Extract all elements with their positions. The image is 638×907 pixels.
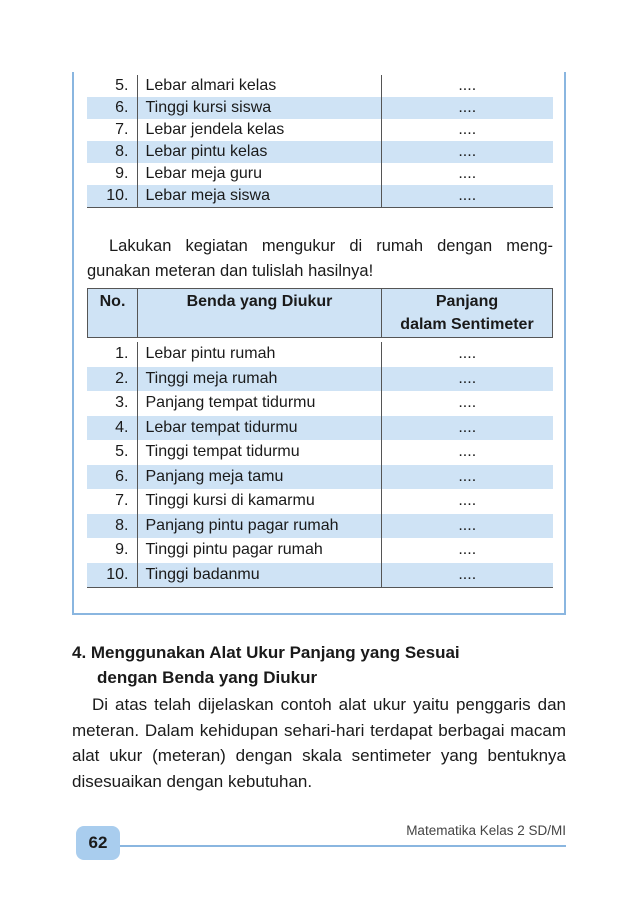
column-header-length bbox=[382, 289, 552, 338]
table-row bbox=[87, 563, 553, 588]
row-number: 2. bbox=[87, 367, 137, 392]
row-value: .... bbox=[381, 465, 553, 490]
measurement-table-home bbox=[87, 342, 553, 588]
row-value: .... bbox=[458, 77, 477, 94]
row-item: Lebar tempat tidurmu bbox=[137, 416, 381, 441]
table-row bbox=[87, 97, 553, 119]
table-header bbox=[87, 288, 553, 338]
row-item: Tinggi badanmu bbox=[137, 563, 381, 588]
row-number: 5. bbox=[87, 75, 137, 97]
row-item: Tinggi meja rumah bbox=[137, 367, 381, 392]
row-number: 6. bbox=[87, 465, 137, 490]
measurement-table-classroom bbox=[87, 75, 553, 208]
table-row bbox=[87, 141, 553, 163]
row-number: 9. bbox=[87, 163, 137, 185]
row-number: 10. bbox=[87, 185, 137, 208]
table-row bbox=[87, 514, 553, 539]
row-value: .... bbox=[381, 416, 553, 441]
running-footer-title: Matematika Kelas 2 SD/MI bbox=[406, 823, 566, 838]
row-item: Lebar meja siswa bbox=[137, 185, 381, 208]
table-row bbox=[87, 367, 553, 392]
row-value: .... bbox=[458, 541, 477, 558]
column-header-no: No. bbox=[88, 289, 138, 337]
section-heading-line2: dengan Benda yang Diukur bbox=[97, 668, 318, 687]
row-item: Tinggi pintu pagar rumah bbox=[137, 538, 381, 563]
table-row bbox=[87, 119, 553, 141]
table-row bbox=[87, 489, 553, 514]
row-item: Lebar meja guru bbox=[137, 163, 381, 185]
row-item: Tinggi kursi siswa bbox=[137, 97, 381, 119]
row-item: Lebar almari kelas bbox=[137, 75, 381, 97]
row-value: .... bbox=[458, 165, 477, 182]
column-header-length-line2: dalam Sentimeter bbox=[400, 316, 534, 333]
row-item: Panjang meja tamu bbox=[137, 465, 381, 490]
column-header-item: Benda yang Diukur bbox=[138, 289, 382, 337]
row-item: Panjang tempat tidurmu bbox=[137, 391, 381, 416]
row-value: .... bbox=[458, 492, 477, 509]
section-body-text: Di atas telah dijelaskan contoh alat ukur yaitu penggaris dan meteran. Dalam kehidupan sehari-hari terdapat berbagai macam alat ukur (meteran) dengan skala sentimeter yang bentuknya disesuaikan dengan kebutuhan. bbox=[72, 695, 566, 791]
column-header-length-line1: Panjang bbox=[435, 293, 499, 310]
table-row bbox=[87, 538, 553, 563]
table-row bbox=[87, 342, 553, 367]
row-item: Tinggi tempat tidurmu bbox=[137, 440, 381, 465]
row-value: .... bbox=[381, 514, 553, 539]
row-value: .... bbox=[458, 121, 477, 138]
row-value: .... bbox=[381, 185, 553, 208]
row-number: 9. bbox=[87, 538, 137, 563]
row-number: 6. bbox=[87, 97, 137, 119]
table-row bbox=[87, 185, 553, 208]
row-value: .... bbox=[381, 97, 553, 119]
section-heading-line1: 4. Menggunakan Alat Ukur Panjang yang Sesuai bbox=[72, 643, 460, 662]
table-row bbox=[87, 391, 553, 416]
row-item: Panjang pintu pagar rumah bbox=[137, 514, 381, 539]
row-number: 8. bbox=[87, 141, 137, 163]
row-value: .... bbox=[381, 367, 553, 392]
row-item: Lebar pintu rumah bbox=[137, 342, 381, 367]
row-number: 3. bbox=[87, 391, 137, 416]
row-item: Lebar jendela kelas bbox=[137, 119, 381, 141]
table-row bbox=[87, 163, 553, 185]
row-value: .... bbox=[458, 345, 477, 362]
row-number: 1. bbox=[87, 342, 137, 367]
row-number: 10. bbox=[87, 563, 137, 588]
row-number: 7. bbox=[87, 119, 137, 141]
row-value: .... bbox=[458, 394, 477, 411]
row-value: .... bbox=[381, 563, 553, 588]
table-row bbox=[87, 416, 553, 441]
page-number-badge: 62 bbox=[76, 826, 120, 860]
table-row bbox=[87, 465, 553, 490]
row-number: 4. bbox=[87, 416, 137, 441]
row-item: Tinggi kursi di kamarmu bbox=[137, 489, 381, 514]
activity-instructions: Lakukan kegiatan mengukur di rumah dengan meng-gunakan meteran dan tulislah hasilnya! bbox=[87, 237, 553, 280]
row-value: .... bbox=[381, 141, 553, 163]
row-number: 8. bbox=[87, 514, 137, 539]
table-row bbox=[87, 75, 553, 97]
row-value: .... bbox=[458, 443, 477, 460]
row-item: Lebar pintu kelas bbox=[137, 141, 381, 163]
row-number: 7. bbox=[87, 489, 137, 514]
footer-rule bbox=[118, 845, 566, 847]
section-heading bbox=[72, 640, 572, 690]
row-number: 5. bbox=[87, 440, 137, 465]
table-row bbox=[87, 440, 553, 465]
